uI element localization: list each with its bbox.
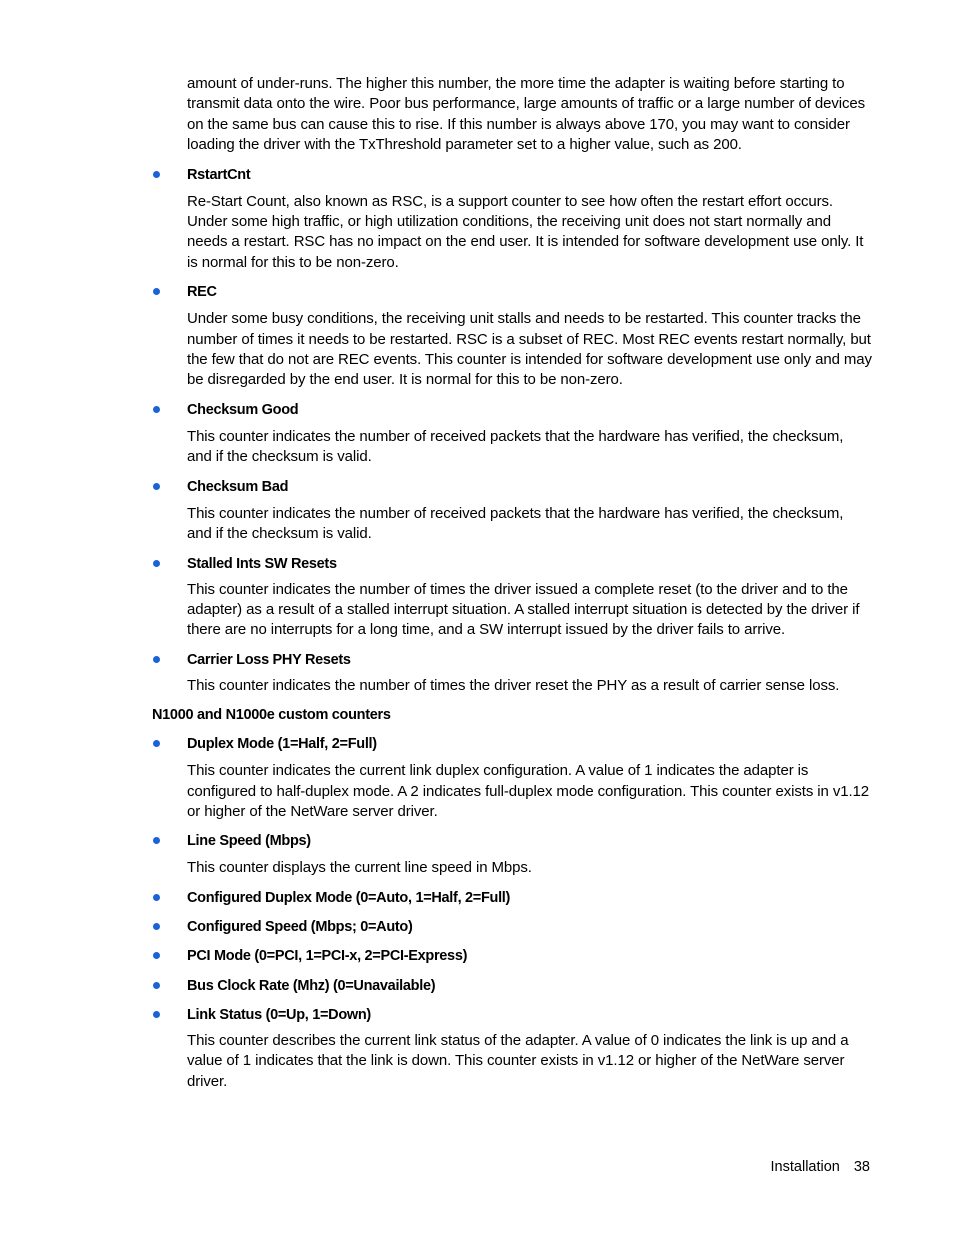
bullet-dot-icon (153, 171, 160, 178)
paragraph-rec: Under some busy conditions, the receiving unit stalls and needs to be restarted. This counter tracks the number of times it needs to be restarted. RSC is a subset of REC. Most REC events restart normally, but the few that do not are REC events. This counter is intended for software development use only and may be disregarded by the end user. It is normal for this to be non-zero. (187, 310, 872, 389)
bullet-dot-icon (153, 894, 160, 901)
bullet-label: Checksum Bad (187, 478, 289, 495)
bullet-line-speed (187, 831, 954, 851)
bullet-rec (187, 282, 954, 302)
bullet-dot-icon (153, 837, 160, 844)
bullet-label: RstartCnt (187, 166, 251, 183)
bullet-dot-icon (153, 560, 160, 567)
bullet-label: Configured Speed (Mbps; 0=Auto) (187, 918, 413, 935)
page-content (0, 74, 954, 1092)
paragraph-stalled-ints: This counter indicates the number of times the driver issued a complete reset (to the driver and to the adapter) as a result of a stalled interrupt situation. A stalled interrupt situation is detected by the driver if there are no interrupts for a long time, and a SW interrupt issued by the driver fails to arrive. (187, 580, 860, 639)
bullet-pci-mode (187, 946, 954, 966)
bullet-label: PCI Mode (0=PCI, 1=PCI-x, 2=PCI-Express) (187, 947, 468, 964)
bullet-configured-duplex (187, 888, 954, 908)
section-heading: N1000 and N1000e custom counters (152, 707, 391, 724)
bullet-dot-icon (153, 982, 160, 989)
bullet-label: Stalled Ints SW Resets (187, 555, 337, 572)
paragraph-line-speed: This counter displays the current line speed in Mbps. (187, 859, 532, 877)
bullet-dot-icon (153, 483, 160, 490)
paragraph-link-status: This counter describes the current link status of the adapter. A value of 0 indicates the link is up and a value of 1 indicates that the link is down. This counter exists in v1.12 or higher of the NetWare server driver. (187, 1031, 849, 1090)
bullet-dot-icon (153, 288, 160, 295)
bullet-dot-icon (153, 740, 160, 747)
bullet-bus-clock (187, 976, 954, 996)
footer-section: Installation (770, 1159, 840, 1175)
paragraph-underrun: amount of under-runs. The higher this number, the more time the adapter is waiting before starting to transmit data onto the wire. Poor bus performance, large amounts of traffic or a large number of devices on the same bus can cause this to rise. If this number is always above 170, you may want to consider loading the driver with the TxThreshold parameter set to a higher value, such as 200. (187, 75, 866, 154)
bullet-label: Line Speed (Mbps) (187, 833, 311, 850)
page-footer (771, 1157, 870, 1177)
paragraph-duplex-mode: This counter indicates the current link duplex configuration. A value of 1 indicates the adapter is configured to half-duplex mode. A 2 indicates full-duplex mode configuration. This counter exists in v1.12 or higher of the NetWare server driver. (187, 762, 870, 820)
bullet-label: Carrier Loss PHY Resets (187, 651, 351, 668)
page-number: 38 (853, 1159, 870, 1175)
bullet-checksum-good (187, 400, 954, 420)
bullet-checksum-bad (187, 477, 954, 497)
bullet-stalled-ints (187, 554, 954, 574)
bullet-label: Checksum Good (187, 401, 299, 418)
bullet-dot-icon (153, 952, 160, 959)
paragraph-checksum-bad: This counter indicates the number of received packets that the hardware has verified, the checksum, and if the checksum is valid. (187, 504, 844, 543)
bullet-rstartcnt (187, 165, 954, 185)
bullet-carrier-loss (187, 650, 954, 670)
bullet-configured-speed (187, 917, 954, 937)
bullet-label: Link Status (0=Up, 1=Down) (187, 1006, 371, 1023)
bullet-label: Bus Clock Rate (Mhz) (0=Unavailable) (187, 977, 436, 994)
bullet-dot-icon (153, 1011, 160, 1018)
bullet-link-status (187, 1005, 954, 1025)
bullet-label: Configured Duplex Mode (0=Auto, 1=Half, 2=Full) (187, 889, 511, 906)
paragraph-carrier-loss: This counter indicates the number of times the driver reset the PHY as a result of carrier sense loss. (187, 676, 840, 694)
bullet-label: Duplex Mode (1=Half, 2=Full) (187, 736, 377, 753)
bullet-dot-icon (153, 656, 160, 663)
bullet-duplex-mode (187, 734, 954, 754)
bullet-label: REC (187, 284, 217, 301)
paragraph-checksum-good: This counter indicates the number of received packets that the hardware has verified, the checksum, and if the checksum is valid. (187, 427, 844, 466)
bullet-dot-icon (153, 923, 160, 930)
paragraph-rstartcnt: Re-Start Count, also known as RSC, is a support counter to see how often the restart effort occurs. Under some high traffic, or high utilization conditions, the receiving unit does not start normally and needs a restart. RSC has no impact on the end user. It is intended for software development use only. It is normal for this to be non-zero. (187, 192, 864, 271)
bullet-dot-icon (153, 406, 160, 413)
